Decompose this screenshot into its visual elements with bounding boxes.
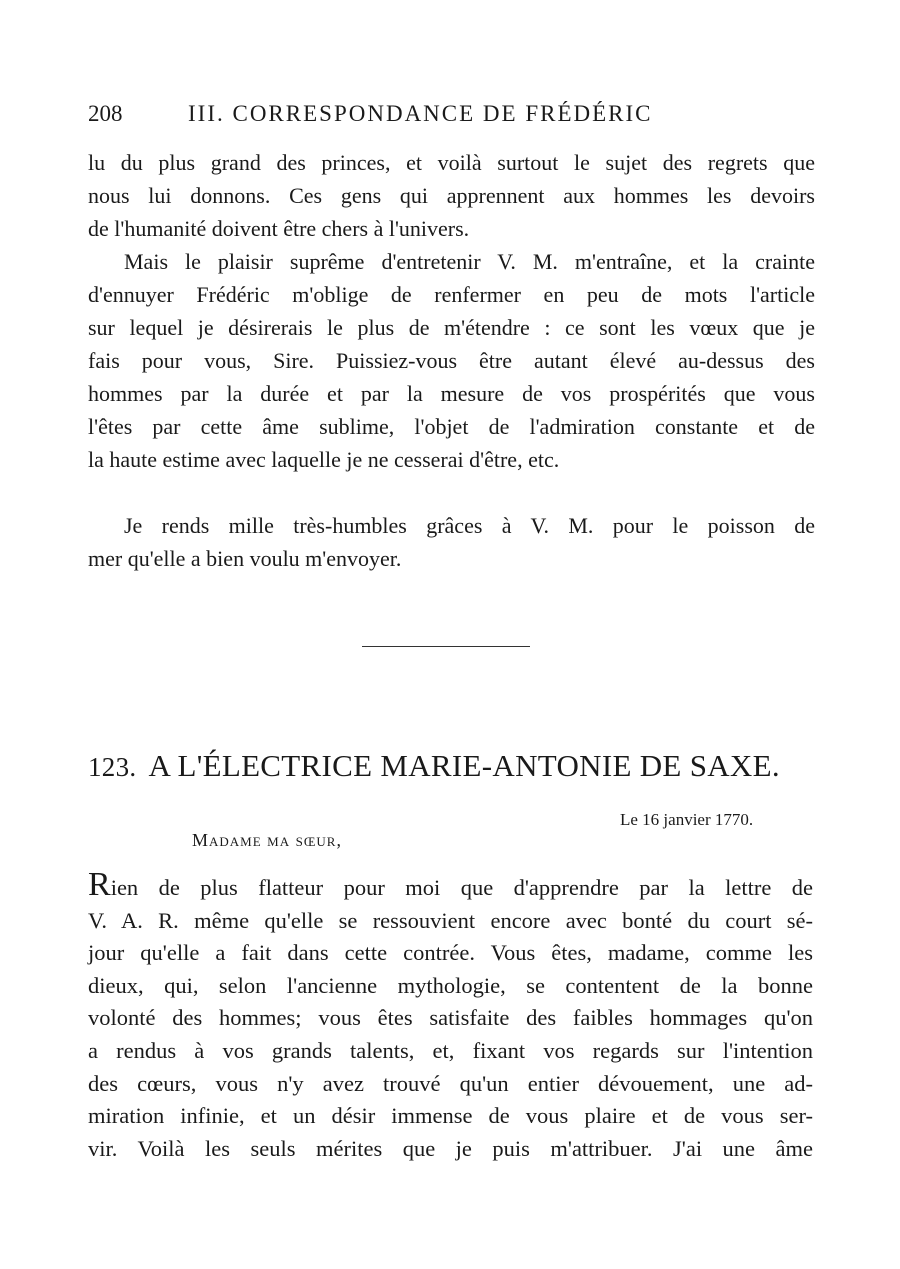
text-line: dieux, qui, selon l'ancienne mythologie, se contentent de la bonne [88,972,813,998]
text-line: volonté des hommes; vous êtes satisfaite des faibles hommages qu'on [88,1005,813,1031]
letter-body [88,866,813,1165]
running-title: III. CORRESPONDANCE DE FRÉDÉRIC [188,101,653,126]
text-line: l'êtes par cette âme sublime, l'objet de l'admiration constante et de [88,414,815,439]
text-line: hommes par la durée et par la mesure de vos prospérités que vous [88,381,815,406]
text-line: sur lequel je désirerais le plus de m'étendre : ce sont les vœux que je [88,315,815,340]
section-divider [362,646,530,647]
text-line: Je rends mille très-humbles grâces à V. M. pour le poisson de [124,513,815,538]
text-line: de l'humanité doivent être chers à l'univers. [88,216,470,241]
postscript [88,509,815,575]
running-head [88,101,818,127]
text-line: d'ennuyer Frédéric m'oblige de renfermer en peu de mots l'article [88,282,815,307]
letter-date: Le 16 janvier 1770. [620,810,754,829]
letter-heading [88,748,818,784]
salutation: Madame ma sœur, [192,830,342,850]
text-line: des cœurs, vous n'y avez trouvé qu'un entier dévouement, une ad- [88,1070,813,1096]
text-line: lu du plus grand des princes, et voilà surtout le sujet des regrets que [88,150,815,175]
text-line: jour qu'elle a fait dans cette contrée. Vous êtes, madame, comme les [88,940,813,966]
text-line: miration infinie, et un désir immense de vous plaire et de vous ser- [88,1103,813,1129]
continued-paragraph-2 [88,245,815,476]
text-line: V. A. R. même qu'elle se ressouvient encore avec bonté du court sé- [88,907,813,933]
text-line: fais pour vous, Sire. Puissiez-vous être autant élevé au-dessus des [88,348,815,373]
text-line: Mais le plaisir suprême d'entretenir V. M. m'entraîne, et la crainte [124,249,815,274]
letter-number: 123. [88,752,137,782]
text-line [88,866,813,905]
text-line: nous lui donnons. Ces gens qui apprennent aux hommes les devoirs [88,183,815,208]
letter-title: A L'ÉLECTRICE MARIE-ANTONIE DE SAXE. [148,748,780,783]
text-line: vir. Voilà les seuls mérites que je puis m'attribuer. J'ai une âme [88,1135,813,1161]
drop-cap: R [88,866,111,903]
text-line: a rendus à vos grands talents, et, fixant vos regards sur l'intention [88,1037,813,1063]
page-number: 208 [88,101,123,126]
first-line-text: ien de plus flatteur pour moi que d'apprendre par la lettre de [110,875,813,900]
text-line: la haute estime avec laquelle je ne cesserai d'être, etc. [88,447,560,472]
continued-paragraph-1 [88,146,815,245]
text-line: mer qu'elle a bien voulu m'envoyer. [88,546,402,571]
